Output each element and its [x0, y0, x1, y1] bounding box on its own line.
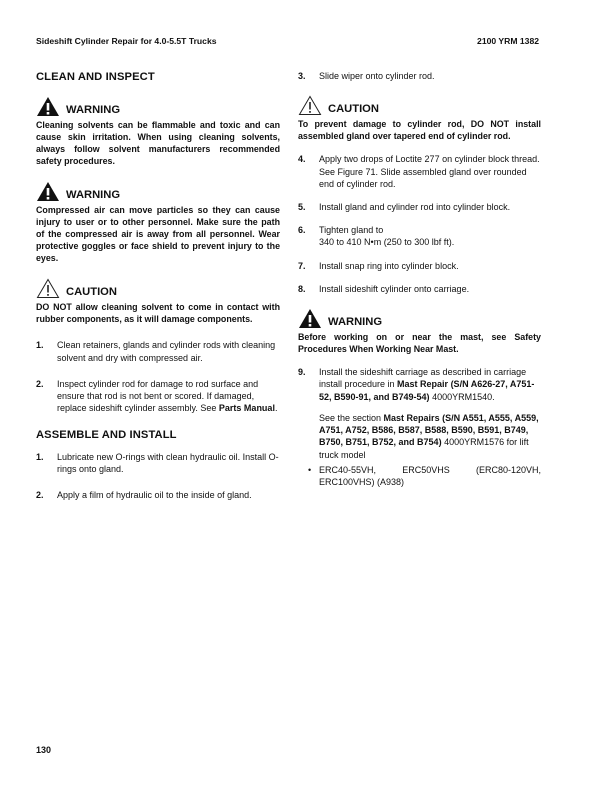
list-item — [298, 70, 541, 82]
list-item — [298, 366, 541, 461]
caution-icon — [298, 95, 322, 116]
warning-title: WARNING — [328, 315, 383, 328]
caution-title: CAUTION — [66, 286, 117, 299]
step-number: 2. — [36, 490, 44, 501]
warning-title: WARNING — [66, 189, 121, 202]
step-text: Install sideshift cylinder onto carriage. — [319, 283, 470, 294]
warning-heading-3 — [298, 308, 541, 329]
list-item — [36, 489, 280, 501]
caution-text-solvent-rubber: DO NOT allow cleaning solvent to come in contact with rubber components, as it will damage components. — [36, 302, 280, 325]
step-text — [319, 366, 541, 461]
section-heading-assemble-install: ASSEMBLE AND INSTALL — [36, 428, 177, 441]
step-number: 1. — [36, 451, 44, 462]
warning-text-compressed-air: Compressed air can move particles so they can cause injury to user or to other personnel. Make sure the path of the compressed air is away from all personnel. Wear protective goggles or face shield to prevent injury to the eyes. — [36, 205, 280, 264]
page-number: 130 — [36, 745, 52, 755]
document-code: 2100 YRM 1382 — [477, 36, 539, 46]
warning-icon — [298, 308, 322, 329]
list-item — [298, 224, 541, 248]
parts-manual-reference: Parts Manual — [218, 403, 275, 414]
warning-icon — [36, 181, 60, 202]
list-item — [298, 201, 541, 213]
section-heading-clean-inspect: CLEAN AND INSPECT — [36, 71, 155, 83]
list-item — [298, 283, 541, 295]
list-item — [298, 153, 541, 190]
step-text: Apply two drops of Loctite 277 on cylinder block thread. See Figure 71. Slide assembled gland over rounded end of cylinder rod. — [319, 154, 540, 189]
step-text: Inspect cylinder rod for damage to rod surface and ensure that rod is not bent or scored. If damaged, replace sideshift cylinder assembly. See Parts Manual. — [57, 378, 278, 414]
list-item — [36, 339, 280, 363]
step-number: 9. — [298, 367, 306, 378]
warning-heading-1 — [36, 96, 280, 117]
warning-text-mast: Before working on or near the mast, see Safety Procedures When Working Near Mast. — [298, 332, 541, 355]
step-number: 7. — [298, 260, 306, 271]
warning-icon — [36, 96, 60, 117]
step-number: 3. — [298, 71, 306, 81]
step-text: Slide wiper onto cylinder rod. — [319, 71, 435, 81]
step-text: Install snap ring into cylinder block. — [319, 260, 459, 271]
step-text: Lubricate new O-rings with clean hydraulic oil. Install O-rings onto gland. — [57, 451, 279, 475]
bullet-mark: • — [308, 464, 312, 475]
caution-title: CAUTION — [328, 103, 379, 116]
step-paragraph-1: Install the sideshift carriage as described in carriage install procedure in Mast Repair (S/N A626-27, A751-52, B590-91, and B749-54) 4000YRM1540. — [319, 367, 535, 402]
mast-repair-reference: Mast Repair (S/N A626-27, A751-52, B590-91, and B749-54) — [319, 379, 535, 402]
list-item — [298, 260, 541, 272]
step-number: 2. — [36, 378, 44, 389]
warning-title: WARNING — [66, 104, 121, 117]
header-title: Sideshift Cylinder Repair for 4.0-5.5T Trucks — [36, 36, 217, 46]
mast-repairs-reference: Mast Repairs (S/N A551, A555, A559, A751, A752, B586, B587, B588, B590, B591, B749, B750, B751, B752, and B754) — [319, 412, 539, 448]
left-column — [36, 70, 280, 502]
step-number: 4. — [298, 154, 306, 165]
caution-text-tapered-end: To prevent damage to cylinder rod, DO NOT install assembled gland over tapered end of cylinder rod. — [298, 119, 541, 142]
torque-spec: 340 to 410 N•m (250 to 300 lbf ft). — [319, 237, 455, 248]
step-number: 1. — [36, 340, 44, 351]
caution-icon — [36, 278, 60, 299]
step-text: Apply a film of hydraulic oil to the inside of gland. — [57, 490, 252, 501]
step-text: Tighten gland to 340 to 410 N•m (250 to 300 lbf ft). — [319, 225, 455, 248]
list-item — [308, 464, 541, 488]
step-number: 8. — [298, 283, 306, 294]
right-column — [298, 70, 541, 488]
caution-heading-1 — [36, 278, 280, 299]
caution-heading-2 — [298, 95, 541, 116]
list-item — [36, 451, 280, 475]
step-number: 5. — [298, 201, 306, 212]
list-item — [36, 378, 280, 415]
step-text: Clean retainers, glands and cylinder rods with cleaning solvent and dry with compressed air. — [57, 340, 276, 363]
step-paragraph-2: See the section Mast Repairs (S/N A551, A555, A559, A751, A752, B586, B587, B588, B590, B591, B749, B750, B751, B752, and B754) 4000YRM1576 for lift truck model — [319, 412, 539, 460]
step-number: 6. — [298, 225, 306, 236]
warning-text-solvents: Cleaning solvents can be flammable and toxic and can cause skin irritation. When using cleaning solvents, always follow solvent manufacturers recommended safety procedures. — [36, 120, 280, 167]
bullet-text: ERC40-55VH, ERC50VHS (ERC80-120VH, ERC100VHS) (A938) — [319, 464, 541, 488]
step-text: Install gland and cylinder rod into cylinder block. — [319, 201, 511, 212]
warning-heading-2 — [36, 181, 280, 202]
